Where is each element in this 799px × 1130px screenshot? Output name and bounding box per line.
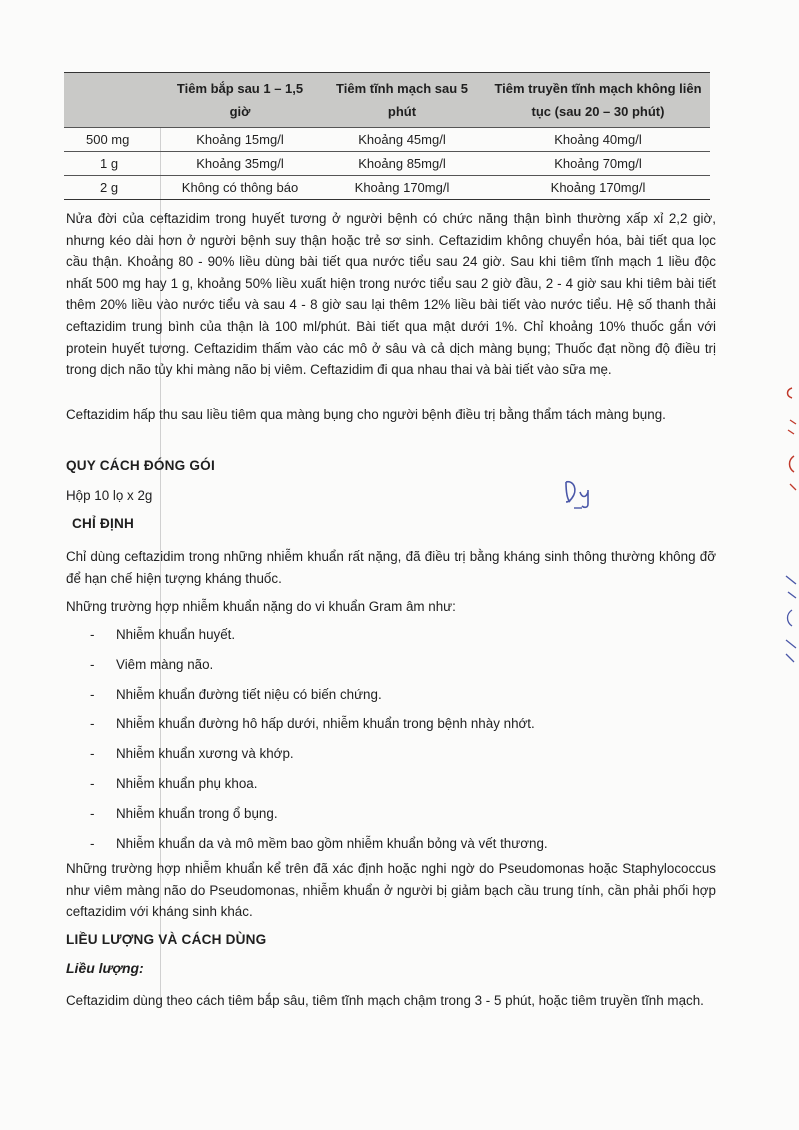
stamp-fragment-red [778, 380, 799, 500]
packaging-heading: QUY CÁCH ĐÓNG GÓI [66, 458, 215, 473]
list-item: - Nhiễm khuẩn huyết. [88, 625, 548, 655]
table-row [64, 176, 710, 200]
table-header-infusion: Tiêm truyền tĩnh mạch không liên tục (sau 20 – 30 phút) [486, 73, 710, 128]
packaging-text: Hộp 10 lọ x 2g [66, 488, 153, 503]
concentration-table [64, 72, 710, 200]
cell-im: Khoảng 15mg/l [162, 128, 318, 152]
cell-im: Khoảng 35mg/l [162, 152, 318, 176]
table-row [64, 128, 710, 152]
table-header-iv: Tiêm tĩnh mạch sau 5 phút [318, 73, 486, 128]
combination-paragraph: Những trường hợp nhiễm khuẩn kể trên đã xác định hoặc nghi ngờ do Pseudomonas hoặc Staphylococcus như viêm màng não do Pseudomonas, nhiễm khuẩn ở người bị giảm bạch cầu trung tính, cần phải phối hợp ceftazidim với kháng sinh khác. [66, 861, 716, 920]
handwritten-initials-mark [560, 476, 600, 512]
dosage-subheading: Liều lượng: [66, 960, 144, 976]
list-item: - Nhiễm khuẩn trong ổ bụng. [88, 804, 548, 834]
table-row [64, 152, 710, 176]
table-header-row [64, 73, 710, 128]
list-item: - Nhiễm khuẩn phụ khoa. [88, 774, 548, 804]
list-item: - Nhiễm khuẩn da và mô mềm bao gồm nhiễm khuẩn bỏng và vết thương. [88, 834, 548, 864]
cell-infusion: Khoảng 170mg/l [486, 176, 710, 200]
cell-infusion: Khoảng 70mg/l [486, 152, 710, 176]
stamp-fragment-blue [778, 570, 799, 670]
cell-im: Không có thông báo [162, 176, 318, 200]
dosage-heading: LIỀU LƯỢNG VÀ CÁCH DÙNG [66, 932, 267, 947]
indication-heading: CHỈ ĐỊNH [72, 516, 135, 531]
list-item: - Nhiễm khuẩn đường tiết niệu có biến chứng. [88, 685, 548, 715]
peritoneal-paragraph: Ceftazidim hấp thu sau liều tiêm qua màng bụng cho người bệnh điều trị bằng thẩm tách màng bụng. [66, 407, 666, 422]
indication-list [88, 625, 548, 863]
list-item: - Nhiễm khuẩn xương và khớp. [88, 744, 548, 774]
indication-paragraph: Chỉ dùng ceftazidim trong những nhiễm khuẩn rất nặng, đã điều trị bằng kháng sinh thông thường không đỡ để hạn chế hiện tượng kháng thuốc. [66, 549, 716, 586]
cell-iv: Khoảng 85mg/l [318, 152, 486, 176]
list-item: - Viêm màng não. [88, 655, 548, 685]
cell-dose: 2 g [64, 176, 162, 200]
cell-infusion: Khoảng 40mg/l [486, 128, 710, 152]
table-header-im: Tiêm bắp sau 1 – 1,5 giờ [162, 73, 318, 128]
usage-paragraph: Ceftazidim dùng theo cách tiêm bắp sâu, tiêm tĩnh mạch chậm trong 3 - 5 phút, hoặc tiêm truyền tĩnh mạch. [66, 993, 704, 1008]
cell-dose: 500 mg [64, 128, 162, 152]
table-header-dose [64, 73, 162, 128]
cell-dose: 1 g [64, 152, 162, 176]
halflife-paragraph: Nửa đời của ceftazidim trong huyết tương ở người bệnh có chức năng thận bình thường xấp xỉ 2,2 giờ, nhưng kéo dài hơn ở người bệnh suy thận hoặc trẻ sơ sinh. Ceftazidim không chuyển hóa, bài tiết qua lọc cầu thận. Khoảng 80 - 90% liều dùng bài tiết qua nước tiểu sau 24 giờ. Sau khi tiêm tĩnh mạch 1 liều độc nhất 500 mg hay 1 g, khoảng 50% liều xuất hiện trong nước tiểu sau 2 giờ đầu, 2 - 4 giờ sau khi tiêm bài tiết thêm 20% liều vào nước tiểu và sau 4 - 8 giờ sau lại thêm 12% liều bài tiết vào nước tiểu. Hệ số thanh thải ceftazidim trung bình của thận là 100 ml/phút. Bài tiết qua mật dưới 1%. Chỉ khoảng 10% thuốc gắn với protein huyết tương. Ceftazidim thấm vào các mô ở sâu và cả dịch màng bụng; Thuốc đạt nồng độ điều trị trong dịch não tủy khi màng não bị viêm. Ceftazidim đi qua nhau thai và bài tiết vào sữa mẹ. [66, 211, 716, 378]
gram-intro: Những trường hợp nhiễm khuẩn nặng do vi khuẩn Gram âm như: [66, 599, 456, 614]
cell-iv: Khoảng 170mg/l [318, 176, 486, 200]
list-item: - Nhiễm khuẩn đường hô hấp dưới, nhiễm khuẩn trong bệnh nhày nhớt. [88, 714, 548, 744]
cell-iv: Khoảng 45mg/l [318, 128, 486, 152]
